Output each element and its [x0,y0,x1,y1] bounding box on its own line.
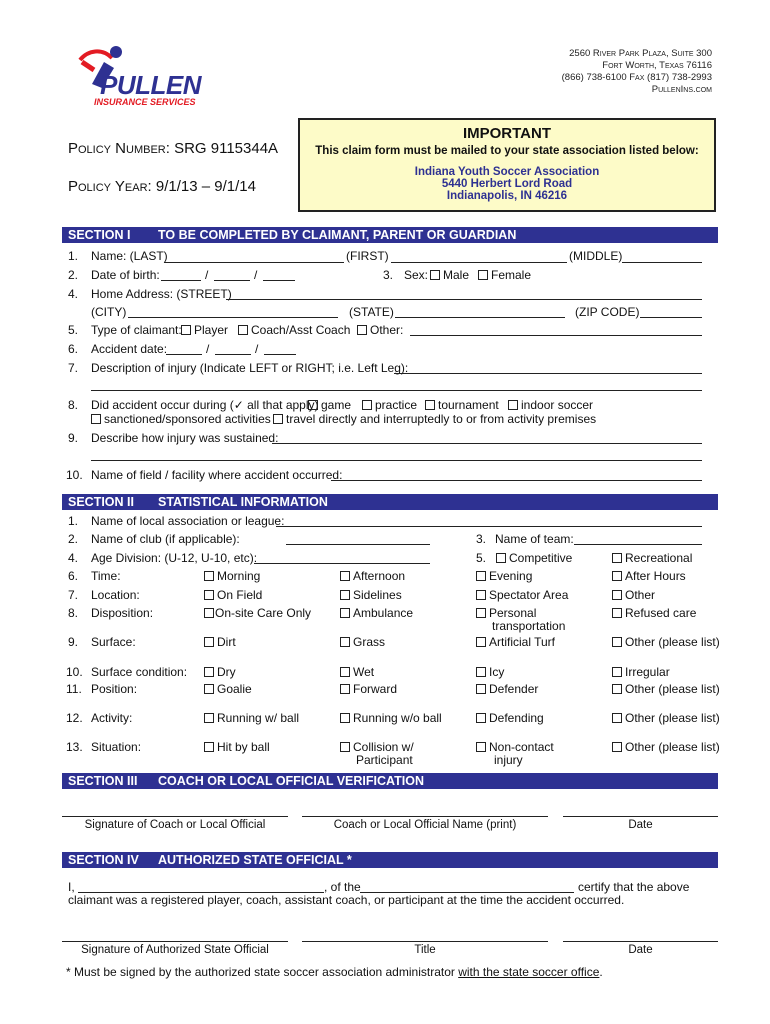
checkbox-icon[interactable] [362,400,372,410]
tournament-label: tournament [438,398,499,412]
certify-i-label: I, [68,880,75,894]
spectator-option[interactable] [476,588,568,602]
after-hours-option[interactable] [612,569,686,583]
activity-other-option[interactable] [612,711,720,725]
zip-field[interactable] [640,317,702,318]
policy-number-label: Policy Number [68,140,166,157]
state-label: (STATE) [349,305,394,319]
company-address [562,48,712,96]
assoc-street: 5440 Herbert Lord Road [441,178,573,190]
checkbox-icon[interactable] [476,608,486,618]
how-injured-label: Describe how injury was sustained: [91,431,279,445]
street-label: Home Address: (STREET) [91,287,232,301]
checkbox-icon[interactable] [204,608,214,618]
footnote-underlined: with the state soccer office [458,965,600,979]
checkbox-icon[interactable] [430,270,440,280]
coach-date-label: Date [628,819,653,831]
sanctioned-label: sanctioned/sponsored activities [104,412,271,426]
coach-option[interactable] [238,323,350,337]
wet-label: Wet [353,665,375,679]
personal-transport-option[interactable] [476,606,536,620]
participant-label: Participant [356,753,413,767]
zip-label: (ZIP CODE) [575,305,640,319]
running-noball-label: Running w/o ball [353,711,442,725]
game-option[interactable] [308,398,351,412]
checkbox-icon[interactable] [476,667,486,677]
dirt-option[interactable] [204,635,236,649]
claimant-type-label: Type of claimant: [91,323,182,337]
location-other-label: Other [625,588,656,602]
coach-signature-label: Signature of Coach or Local Official [84,819,266,831]
age-division-field[interactable] [254,563,430,564]
checkbox-icon[interactable] [612,590,622,600]
running-noball-option[interactable] [340,711,442,725]
icy-label: Icy [489,665,505,679]
accident-year-field[interactable] [264,354,296,355]
coach-name-field[interactable] [302,816,548,817]
state-title-label: Title [414,944,436,956]
checkbox-icon[interactable] [478,270,488,280]
address-line: PullenIns.com [651,84,712,95]
checkbox-icon[interactable] [308,400,318,410]
section-3-header [62,773,718,789]
item-number: 7. [68,361,79,375]
sex-label: Sex: [404,268,429,282]
policy-number [68,140,278,157]
checkbox-icon[interactable] [476,571,486,581]
item-number: 5. [68,323,79,337]
sanctioned-option[interactable] [91,412,271,426]
item-number: 1. [68,249,79,263]
local-association-field[interactable] [276,526,702,527]
coach-signature-field[interactable] [62,816,288,817]
date-separator: / [255,342,259,356]
spectator-label: Spectator Area [489,588,569,602]
coach-date-field[interactable] [563,816,718,817]
tournament-option[interactable] [425,398,499,412]
accident-day-field[interactable] [215,354,251,355]
male-label: Male [443,268,470,282]
situation-other-label: Other (please list) [625,740,720,754]
checkbox-icon[interactable] [612,713,622,723]
name-first-field[interactable] [391,262,567,263]
surface-other-option[interactable] [612,635,720,649]
hit-by-ball-label: Hit by ball [217,740,270,754]
checkbox-icon[interactable] [508,400,518,410]
game-label: game [321,398,352,412]
name-last-field[interactable] [164,262,344,263]
checkbox-icon[interactable] [340,684,350,694]
checkbox-icon[interactable] [612,608,622,618]
city-label: (CITY) [91,305,127,319]
state-date-field[interactable] [563,941,718,942]
field-facility-field[interactable] [331,480,702,481]
ambulance-label: Ambulance [353,606,414,620]
important-box [298,118,716,212]
non-contact-option[interactable] [476,740,554,754]
competitive-label: Competitive [509,551,573,565]
accident-date-label: Accident date: [91,342,168,356]
goalie-label: Goalie [217,682,252,696]
checkbox-icon[interactable] [204,684,214,694]
hit-by-ball-option[interactable] [204,740,270,754]
checkbox-icon[interactable] [204,713,214,723]
afternoon-label: Afternoon [353,569,406,583]
state-title-field[interactable] [302,941,548,942]
name-last-label: Name: (LAST) [91,249,168,263]
forward-label: Forward [353,682,398,696]
player-label: Player [194,323,229,337]
section-4-header [62,852,718,868]
defender-label: Defender [489,682,539,696]
travel-option[interactable] [273,412,596,426]
recreational-option[interactable] [612,551,692,565]
item-number: 7. [68,588,79,602]
item-number: 9. [68,431,79,445]
section-number: SECTION II [68,495,134,509]
checkbox-icon[interactable] [612,742,622,752]
item-number: 3. [383,268,394,282]
checkbox-icon[interactable] [273,414,283,424]
item-number: 8. [68,398,79,412]
location-other-option[interactable] [612,588,655,602]
defending-label: Defending [489,711,544,725]
checkbox-icon[interactable] [476,742,486,752]
injury-description-field-2[interactable] [91,390,702,391]
name-middle-label: (MIDDLE) [569,249,623,263]
irregular-option[interactable] [612,665,670,679]
checkbox-icon[interactable] [340,713,350,723]
checkbox-icon[interactable] [204,590,214,600]
refused-care-option[interactable] [612,606,696,620]
item-number: 1. [68,514,79,528]
item-number: 3. [476,532,487,546]
checkbox-icon[interactable] [425,400,435,410]
situation-label: Situation: [91,740,142,754]
item-number: 5. [476,551,487,565]
injury-description-label: Description of injury (Indicate LEFT or RIGHT; i.e. Left Leg): [91,361,409,375]
accident-month-field[interactable] [166,354,202,355]
item-number: 11. [66,682,82,696]
indoor-option[interactable] [508,398,593,412]
item-number: 2. [68,268,79,282]
local-association-label: Name of local association or league: [91,514,285,528]
after-hours-label: After Hours [625,569,686,583]
checkbox-icon[interactable] [91,414,101,424]
section-number: SECTION I [68,228,131,242]
street-field[interactable] [226,299,702,300]
section-title: AUTHORIZED STATE OFFICIAL * [158,853,352,867]
checkbox-icon[interactable] [340,571,350,581]
item-number: 6. [68,342,79,356]
defender-option[interactable] [476,682,538,696]
section-title: COACH OR LOCAL OFFICIAL VERIFICATION [158,774,424,788]
item-number: 6. [68,569,79,583]
item-number: 2. [68,532,79,546]
checkbox-icon[interactable] [357,325,367,335]
injury-description-field[interactable] [394,373,702,374]
checkbox-icon[interactable] [204,571,214,581]
of-the-label: , of the [324,880,361,894]
team-label: Name of team: [495,532,574,546]
dob-label: Date of birth: [91,268,160,282]
irregular-label: Irregular [625,665,670,679]
checkbox-icon[interactable] [476,637,486,647]
practice-label: practice [375,398,418,412]
surface-other-label: Other (please list) [625,635,720,649]
address-line: Fort Worth, Texas 76116 [602,60,712,71]
footnote-period: . [599,965,603,979]
activity-label: Activity: [91,711,133,725]
situation-other-option[interactable] [612,740,720,754]
transportation-label: transportation [492,619,566,633]
sidelines-option[interactable] [340,588,402,602]
policy-year-label: Policy Year [68,178,148,195]
checkbox-icon[interactable] [612,684,622,694]
morning-label: Morning [217,569,261,583]
other-label: Other: [370,323,404,337]
sex-male-option[interactable] [430,268,469,282]
checkbox-icon[interactable] [612,667,622,677]
artificial-turf-option[interactable] [476,635,555,649]
dob-month-field[interactable] [161,280,201,281]
logo-subtitle: INSURANCE SERVICES [94,97,196,107]
coach-name-label: Coach or Local Official Name (print) [333,819,517,831]
travel-label: travel directly and interruptedly to or from activity premises [286,412,597,426]
dirt-label: Dirt [217,635,236,649]
icy-option[interactable] [476,665,504,679]
dob-day-field[interactable] [214,280,250,281]
surface-condition-label: Surface condition: [91,665,188,679]
policy-year [68,178,256,195]
checkbox-icon[interactable] [181,325,191,335]
policy-year-value: : 9/1/13 – 9/1/14 [147,178,256,195]
how-injured-field-2[interactable] [91,460,702,461]
important-subtitle: This claim form must be mailed to your state association listed below: [315,145,699,157]
state-date-label: Date [628,944,653,956]
certify-label: certify that the above [578,880,690,894]
date-separator: / [254,268,258,282]
defending-option[interactable] [476,711,544,725]
logo-wordmark: PULLEN [100,70,201,100]
artificial-turf-label: Artificial Turf [489,635,556,649]
item-number: 12. [66,711,83,725]
ambulance-option[interactable] [340,606,413,620]
grass-label: Grass [353,635,386,649]
indoor-label: indoor soccer [521,398,594,412]
assoc-city: Indianapolis, IN 46216 [446,190,568,202]
checkbox-icon[interactable] [476,590,486,600]
assoc-name: Indiana Youth Soccer Association [414,166,600,178]
checkbox-icon[interactable] [476,713,486,723]
checkbox-icon[interactable] [496,553,506,563]
position-other-option[interactable] [612,682,720,696]
grass-option[interactable] [340,635,385,649]
club-field[interactable] [286,544,430,545]
on-field-option[interactable] [204,588,262,602]
evening-label: Evening [489,569,533,583]
pullen-logo [72,44,212,108]
injury-label: injury [494,753,523,767]
onsite-option[interactable] [204,606,311,620]
wet-option[interactable] [340,665,374,679]
club-label: Name of club (if applicable): [91,532,240,546]
item-number: 13. [66,740,83,754]
other-field[interactable] [410,335,702,336]
state-field[interactable] [395,317,565,318]
activity-other-label: Other (please list) [625,711,720,725]
name-middle-field[interactable] [622,262,702,263]
checkbox-icon[interactable] [612,553,622,563]
checkbox-icon[interactable] [612,637,622,647]
address-line: 2560 River Park Plaza, Suite 300 [569,48,712,59]
occurred-during-label: Did accident occur during (✓ all that apply) [91,398,319,412]
time-label: Time: [91,569,121,583]
onsite-label: On-site Care Only [215,606,312,620]
checkbox-icon[interactable] [340,637,350,647]
state-signature-label: Signature of Authorized State Official [81,944,269,956]
state-signature-field[interactable] [62,941,288,942]
item-number: 10. [66,665,83,679]
disposition-label: Disposition: [91,606,154,620]
running-ball-option[interactable] [204,711,299,725]
surface-label: Surface: [91,635,136,649]
location-label: Location: [91,588,140,602]
running-ball-label: Running w/ ball [217,711,300,725]
how-injured-field[interactable] [272,443,702,444]
item-number: 10. [66,468,83,482]
competitive-option[interactable] [496,551,572,565]
on-field-label: On Field [217,588,263,602]
female-label: Female [491,268,532,282]
non-contact-label: Non-contact [489,740,554,754]
goalie-option[interactable] [204,682,252,696]
recreational-label: Recreational [625,551,693,565]
afternoon-option[interactable] [340,569,405,583]
refused-care-label: Refused care [625,606,697,620]
section-1-header [62,227,718,243]
checkbox-icon[interactable] [476,684,486,694]
item-number: 4. [68,287,79,301]
section-title: TO BE COMPLETED BY CLAIMANT, PARENT OR GUARDIAN [158,228,517,242]
field-facility-label: Name of field / facility where accident occurred: [91,468,343,482]
forward-option[interactable] [340,682,397,696]
certify-statement: claimant was a registered player, coach, assistant coach, or participant at the time the accident occurred. [68,893,625,907]
date-separator: / [206,342,210,356]
checkbox-icon[interactable] [340,742,350,752]
position-other-label: Other (please list) [625,682,720,696]
section-2-header [62,494,718,510]
date-separator: / [205,268,209,282]
section-title: STATISTICAL INFORMATION [158,495,328,509]
sex-female-option[interactable] [478,268,531,282]
address-line: (866) 738-6100 Fax (817) 738-2993 [561,72,712,83]
section-number: SECTION IV [68,853,139,867]
name-first-label: (FIRST) [346,249,389,263]
checkbox-icon[interactable] [204,667,214,677]
section-number: SECTION III [68,774,138,788]
player-option[interactable] [181,323,228,337]
city-field[interactable] [128,317,338,318]
checkbox-icon[interactable] [340,590,350,600]
checkbox-icon[interactable] [204,637,214,647]
coach-label: Coach/Asst Coach [251,323,351,337]
important-title: IMPORTANT [462,125,552,142]
collision-option[interactable] [340,740,414,754]
checkbox-icon[interactable] [612,571,622,581]
checkbox-icon[interactable] [340,667,350,677]
position-label: Position: [91,682,138,696]
personal-label: Personal [489,606,537,620]
dob-year-field[interactable] [263,280,295,281]
policy-number-value: : SRG 9115344A [165,140,279,157]
age-division-label: Age Division: (U-12, U-10, etc): [91,551,258,565]
practice-option[interactable] [362,398,417,412]
dry-label: Dry [217,665,236,679]
checkbox-icon[interactable] [204,742,214,752]
other-option[interactable] [357,323,403,337]
team-field[interactable] [574,544,702,545]
evening-option[interactable] [476,569,532,583]
item-number: 4. [68,551,79,565]
collision-label: Collision w/ [353,740,414,754]
checkbox-icon[interactable] [340,608,350,618]
checkbox-icon[interactable] [238,325,248,335]
dry-option[interactable] [204,665,236,679]
item-number: 8. [68,606,79,620]
morning-option[interactable] [204,569,260,583]
sidelines-label: Sidelines [353,588,402,602]
footnote-text: * Must be signed by the authorized state soccer association administrator [66,965,459,979]
item-number: 9. [68,635,79,649]
footnote [66,965,603,979]
